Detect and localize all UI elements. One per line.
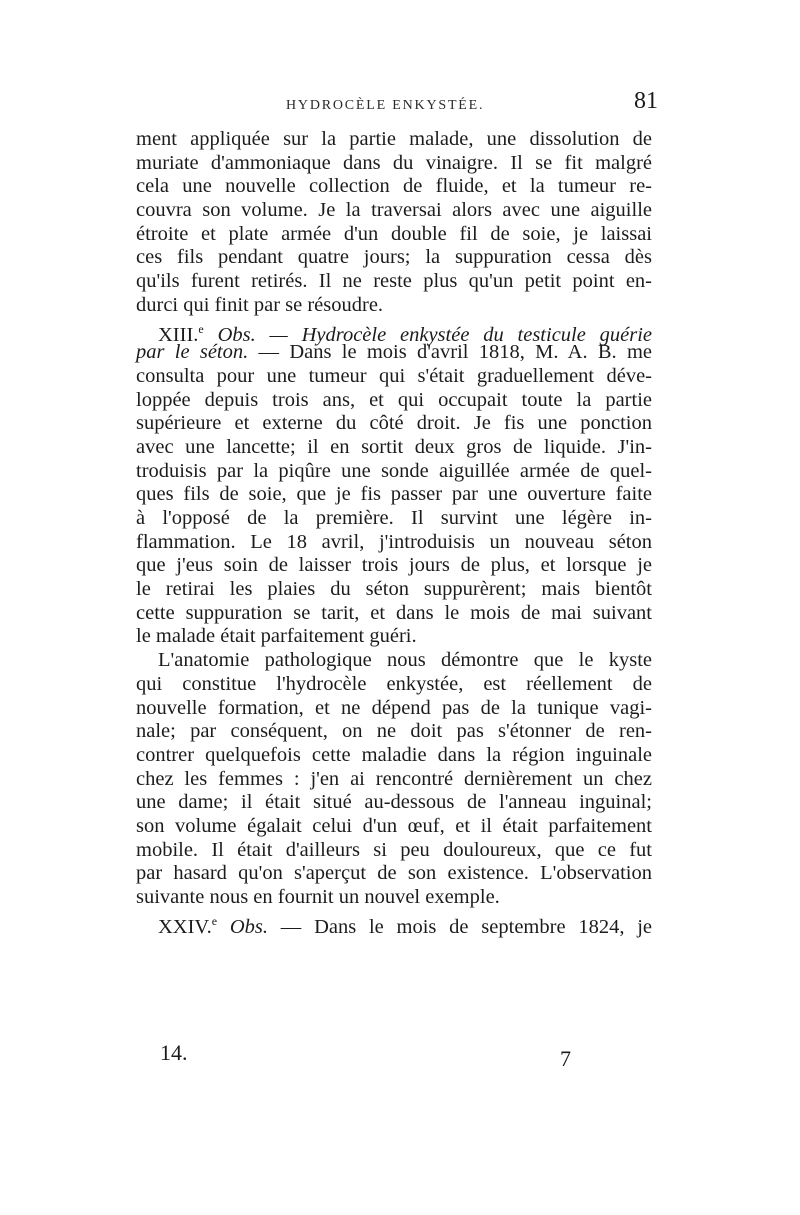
text-line: qui constitue l'hydrocèle enkystée, est réellement de: [136, 672, 652, 695]
text-line: troduisis par la piqûre une sonde aiguillée armée de quel-: [136, 459, 652, 482]
text-line: son volume égalait celui d'un œuf, et il était parfaitement: [136, 814, 652, 837]
text-line: ment appliquée sur la partie malade, une dissolution de: [136, 128, 652, 150]
ordinal-suffix: e: [211, 913, 218, 928]
text-line: ces fils pendant quatre jours; la suppuration cessa dès: [136, 246, 652, 269]
running-head: HYDROCÈLE ENKYSTÉE.: [286, 98, 485, 113]
text-line: par hasard qu'on s'aperçut de son existence. L'observation: [136, 862, 652, 885]
text-line: que j'eus soin de laisser trois jours de plus, et lorsque je: [136, 554, 652, 577]
text-line: le retirai les plaies du séton suppurèrent; mais bientôt: [136, 578, 652, 601]
observation-number: XXIV.: [158, 915, 212, 938]
text-line: flammation. Le 18 avril, j'introduisis un nouveau séton: [136, 530, 652, 553]
text-line: à l'opposé de la première. Il survint une légère in-: [136, 507, 652, 529]
observation-title: — Hydrocèle enkystée: [269, 323, 470, 346]
text-line: cette suppuration se tarit, et dans le mois de mai suivant: [136, 601, 652, 624]
text-segment: — Dans le mois de septembre 1824, je: [280, 915, 653, 938]
observation-title-cont: du testicule guérie: [483, 323, 653, 346]
text-line: L'anatomie pathologique nous démontre que le kyste: [158, 649, 652, 672]
text-line: muriate d'ammoniaque dans du vinaigre. Il se fit malgré: [136, 151, 652, 174]
text-line: cela une nouvelle collection de fluide, et la tumeur re-: [136, 175, 652, 198]
sheet-number: 7: [560, 1046, 571, 1071]
text-line: nale; par conséquent, on ne doit pas s'étonner de ren-: [136, 720, 652, 743]
text-line: étroite et plate armée d'un double fil de soie, je laissai: [136, 222, 652, 245]
text-line: qu'ils furent retirés. Il ne reste plus qu'un petit point en-: [136, 270, 652, 293]
text-line: le malade était parfaitement guéri.: [136, 625, 417, 648]
text-line: durci qui finit par se résoudre.: [136, 293, 384, 316]
observation-heading: [136, 318, 653, 346]
text-line: suivante nous en fournit un nouvel exemple.: [136, 886, 500, 908]
text-line: consulta pour une tumeur qui s'était graduellement déve-: [136, 364, 652, 387]
signature-mark: 14.: [160, 1040, 188, 1065]
text-line: ques fils de soie, que je fis passer par une ouverture faite: [136, 483, 652, 506]
text-line: avec une lancette; il en sortit deux gros de liquide. J'in-: [136, 435, 652, 458]
obs-label: Obs.: [229, 915, 269, 938]
text-line: loppée depuis trois ans, et qui occupait toute la partie: [136, 388, 652, 411]
observation-heading: [136, 910, 653, 938]
text-line: couvra son volume. Je la traversai alors avec une aiguille: [136, 199, 652, 222]
page-number: 81: [634, 88, 658, 114]
text-line: [136, 341, 652, 365]
page-body: [136, 128, 653, 938]
text-line: contrer quelquefois cette maladie dans la région inguinale: [136, 743, 652, 766]
text-line: une dame; il était situé au-dessous de l'anneau inguinal;: [136, 791, 652, 814]
ordinal-suffix: e: [198, 321, 204, 336]
page-footer: [160, 1040, 580, 1070]
page-header: [136, 88, 658, 122]
text-line: supérieure et externe du côté droit. Je fis une ponction: [136, 412, 652, 435]
text-line: mobile. Il était d'ailleurs si peu douloureux, que ce fut: [136, 838, 652, 861]
text-segment: — Dans le mois d'avril 1818, M. A. B. me: [258, 341, 653, 364]
observation-number: XIII.: [158, 323, 199, 346]
observation-title-end: par le séton.: [136, 341, 249, 364]
text-line: nouvelle formation, et ne dépend pas de la tunique vagi-: [136, 696, 652, 719]
text-line: chez les femmes : j'en ai rencontré dernièrement un chez: [136, 767, 652, 790]
obs-label: Obs.: [217, 323, 256, 346]
